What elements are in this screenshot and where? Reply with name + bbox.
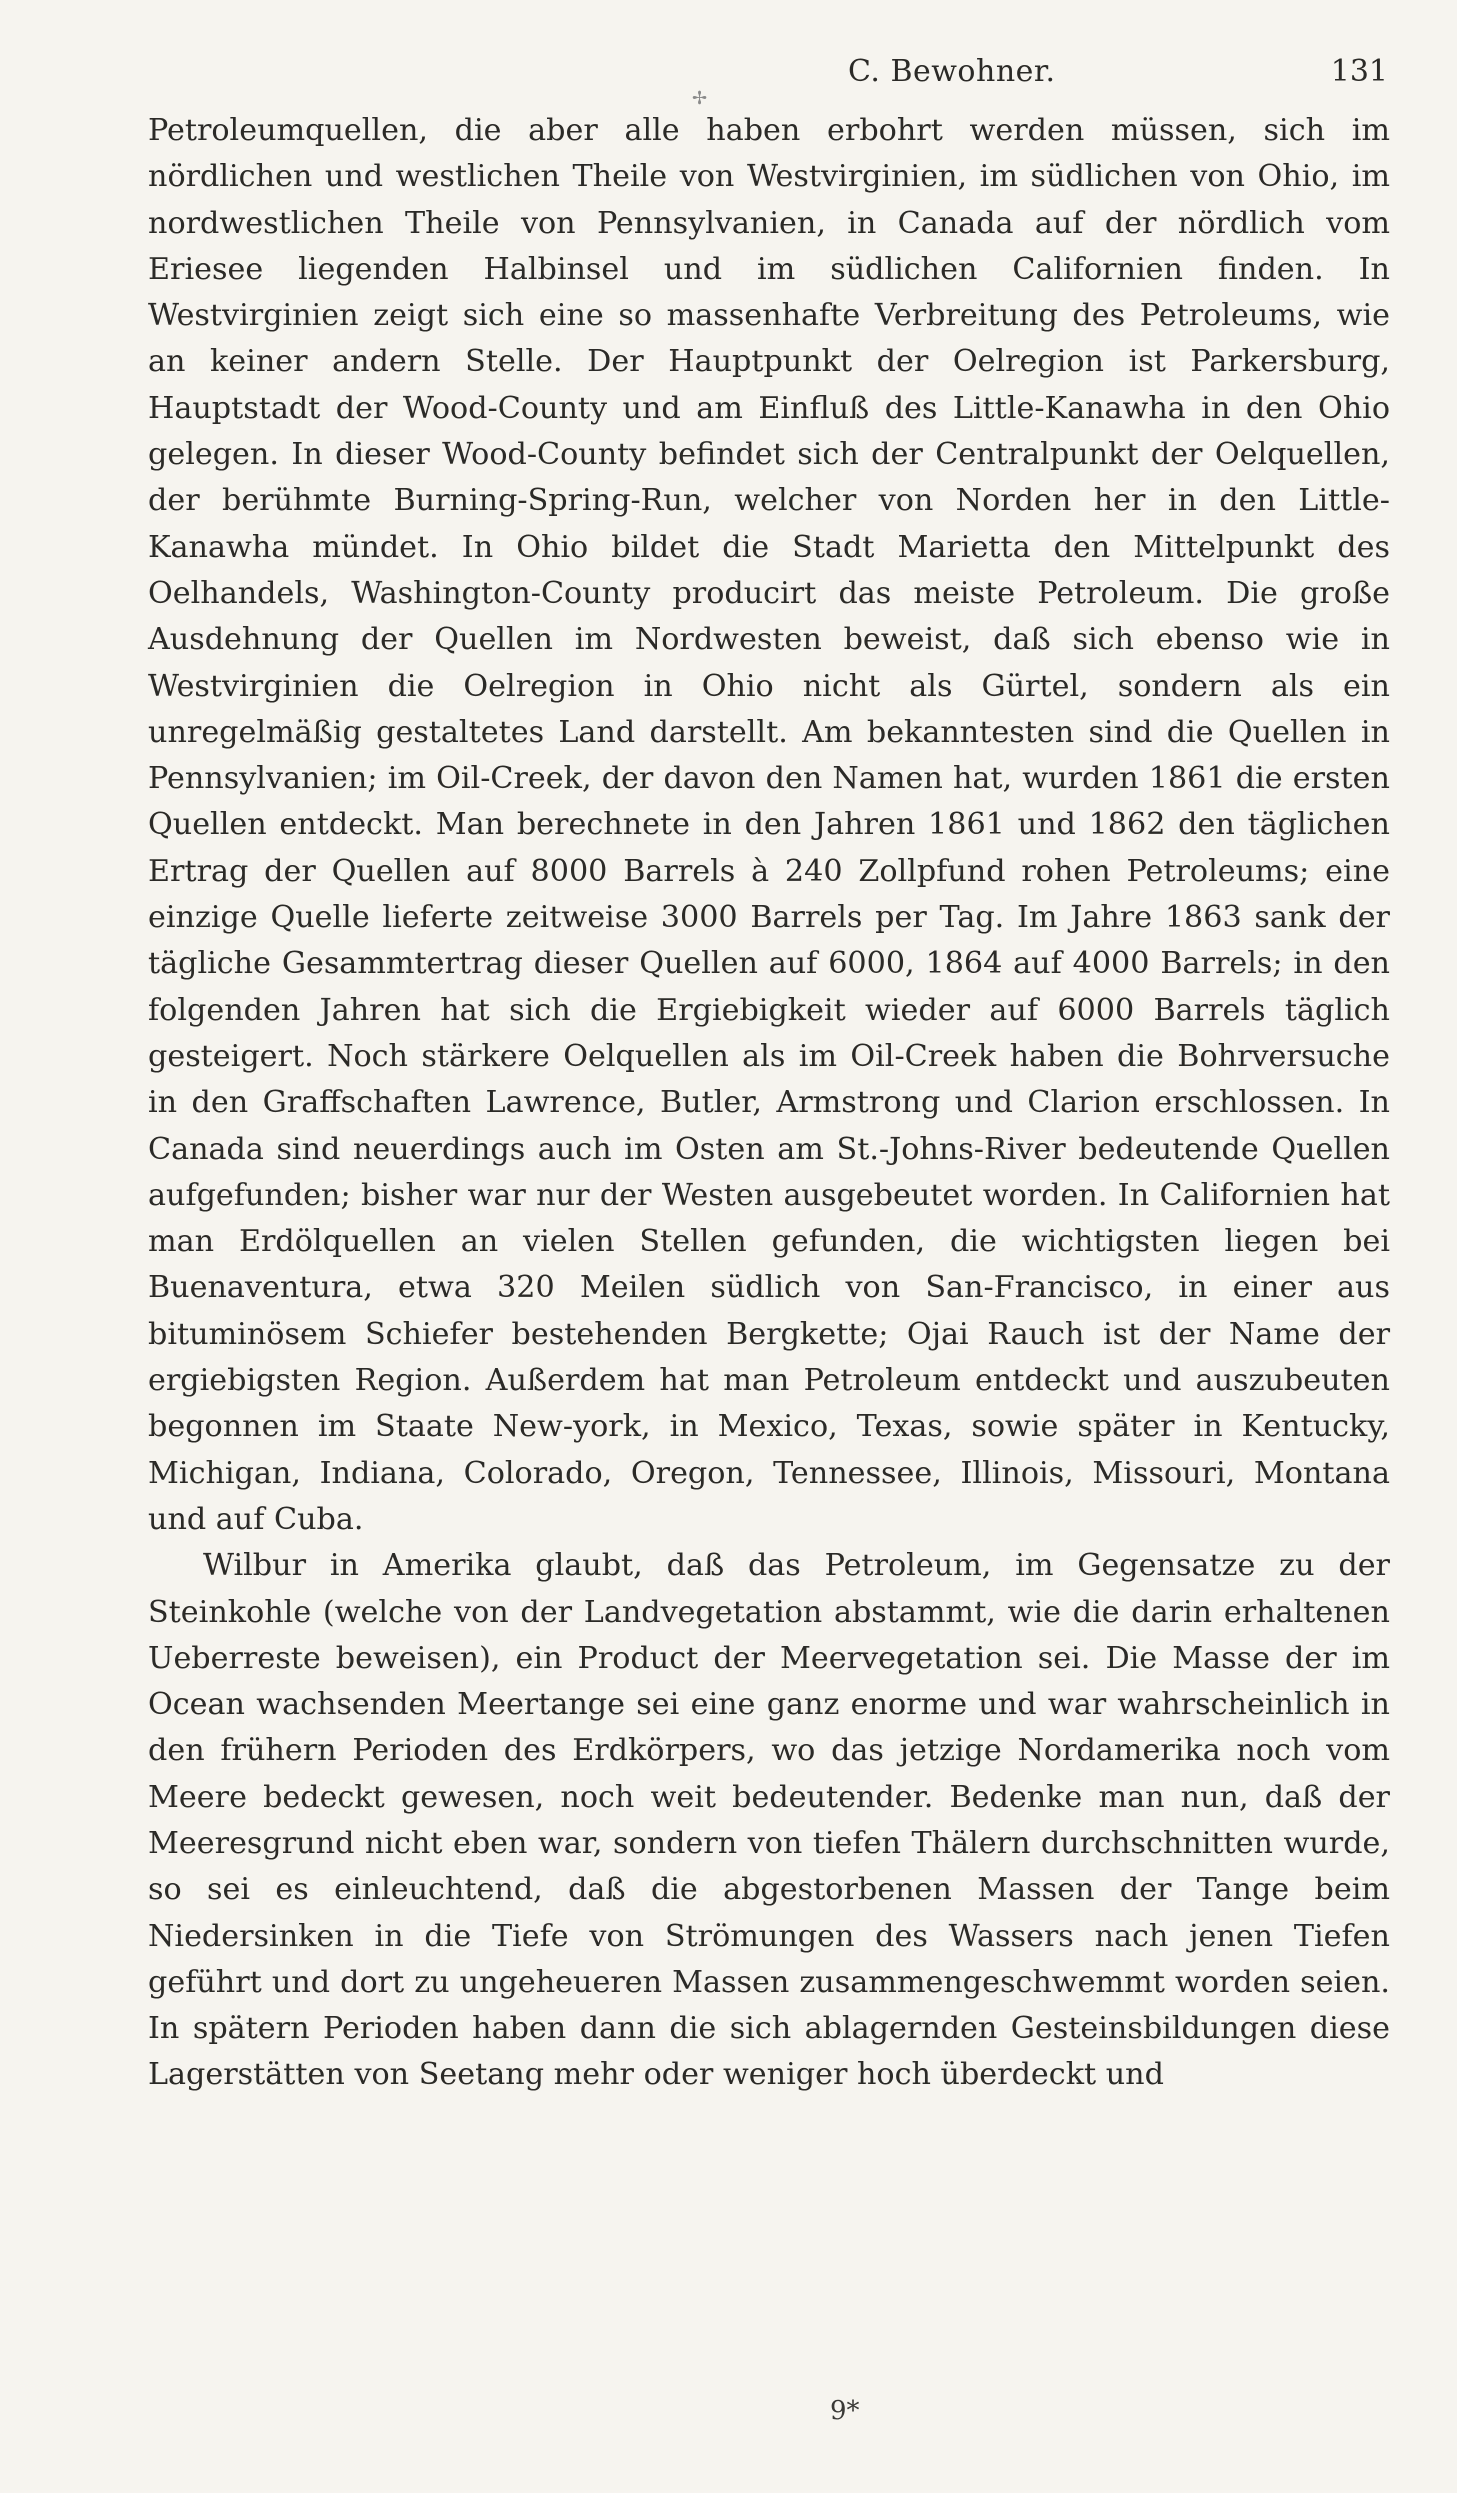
signature-mark: 9* (830, 2396, 860, 2426)
page-number: 131 (1330, 54, 1388, 89)
body-text (148, 108, 1390, 2099)
printer-mark: ✢ (692, 88, 708, 109)
paragraph: Wilbur in Amerika glaubt, daß das Petroleum, im Gegensatze zu der Steinkohle (welche von der Landvegetation abstammt, wie die darin erhaltenen Ueberreste beweisen), ein Product der Meervegetation sei. Die Masse der im Ocean wachsenden Meertange sei eine ganz enorme und war wahrscheinlich in den frühern Perioden des Erdkörpers, wo das jetzige Nordamerika noch vom Meere bedeckt gewesen, noch weit bedeutender. Bedenke man nun, daß der Meeresgrund nicht eben war, sondern von tiefen Thälern durchschnitten wurde, so sei es einleuchtend, daß die abgestorbenen Massen der Tange beim Niedersinken in die Tiefe von Strömungen des Wassers nach jenen Tiefen geführt und dort zu ungeheueren Massen zusammengeschwemmt worden seien. In spätern Perioden haben dann die sich ablagernden Gesteinsbildungen diese Lagerstätten von Seetang mehr oder weniger hoch überdeckt und (148, 1548, 1390, 2093)
page-header (148, 50, 1388, 109)
paragraph: Petroleumquellen, die aber alle haben erbohrt werden müssen, sich im nördlichen und westlichen Theile von Westvirginien, im südlichen von Ohio, im nordwestlichen Theile von Pennsylvanien, in Canada auf der nördlich vom Eriesee liegenden Halbinsel und im südlichen Californien finden. In Westvirginien zeigt sich eine so massenhafte Verbreitung des Petroleums, wie an keiner andern Stelle. Der Hauptpunkt der Oelregion ist Parkersburg, Hauptstadt der Wood-County und am Einfluß des Little-Kanawha in den Ohio gelegen. In dieser Wood-County befindet sich der Centralpunkt der Oelquellen, der berühmte Burning-Spring-Run, welcher von Norden her in den Little-Kanawha mündet. In Ohio bildet die Stadt Marietta den Mittelpunkt des Oelhandels, Washington-County producirt das meiste Petroleum. Die große Ausdehnung der Quellen im Nordwesten beweist, daß sich ebenso wie in Westvirginien die Oelregion in Ohio nicht als Gürtel, sondern als ein unregelmäßig gestaltetes Land darstellt. Am bekanntesten sind die Quellen in Pennsylvanien; im Oil-Creek, der davon den Namen hat, wurden 1861 die ersten Quellen entdeckt. Man berechnete in den Jahren 1861 und 1862 den täglichen Ertrag der Quellen auf 8000 Barrels à 240 Zollpfund rohen Petroleums; eine einzige Quelle lieferte zeitweise 3000 Barrels per Tag. Im Jahre 1863 sank der tägliche Gesammtertrag dieser Quellen auf 6000, 1864 auf 4000 Barrels; in den folgenden Jahren hat sich die Ergiebigkeit wieder auf 6000 Barrels täglich gesteigert. Noch stärkere Oelquellen als im Oil-Creek haben die Bohrversuche in den Graffschaften Lawrence, Butler, Armstrong und Clarion erschlossen. In Canada sind neuerdings auch im Osten am St.-Johns-River bedeutende Quellen aufgefunden; bisher war nur der Westen ausgebeutet worden. In Californien hat man Erdölquellen an vielen Stellen gefunden, die wichtigsten liegen bei Buenaventura, etwa 320 Meilen südlich von San-Francisco, in einer aus bituminösem Schiefer bestehenden Bergkette; Ojai Rauch ist der Name der ergiebigsten Region. Außerdem hat man Petroleum entdeckt und auszubeuten begonnen im Staate New-york, in Mexico, Texas, sowie später in Kentucky, Michigan, Indiana, Colorado, Oregon, Tennessee, Illinois, Missouri, Montana und auf Cuba. (148, 113, 1390, 1537)
running-head: C. Bewohner. (848, 54, 1056, 89)
